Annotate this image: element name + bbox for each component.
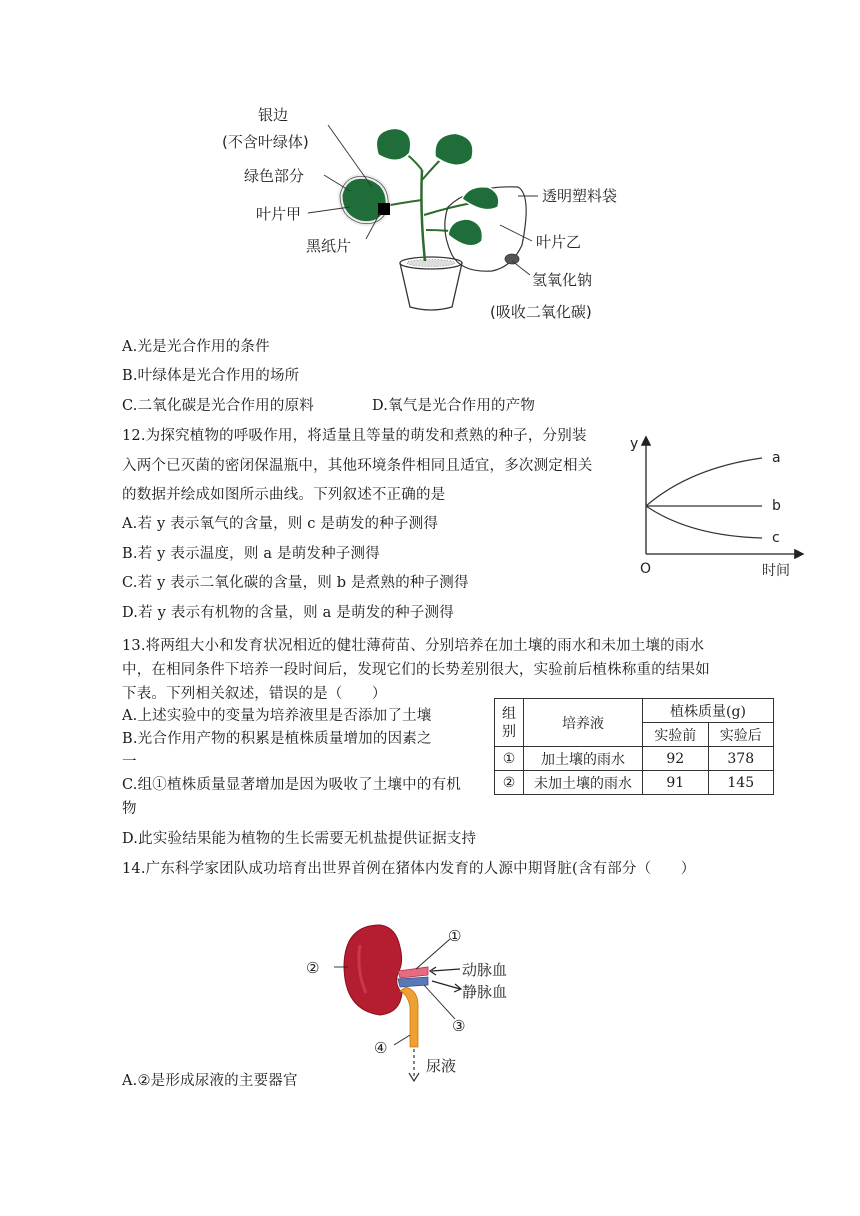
curve-a [646, 458, 762, 506]
label-1: ① [448, 927, 462, 945]
q13-option-b-line-1: B.光合作用产物的积累是植株质量增加的因素之 [122, 731, 432, 747]
series-label-c: c [772, 530, 780, 546]
label-silver-edge: 银边 [258, 106, 289, 124]
q12-option-d: D.若 y 表示有机物的含量，则 a 是萌发的种子测得 [122, 605, 454, 621]
table-row: ① 加土壤的雨水 92 378 [495, 747, 774, 771]
q13-stem-line-2: 中，在相同条件下培养一段时间后，发现它们的长势差别很大，实验前后植株称重的结果如 [122, 662, 710, 678]
q13-option-c-line-1: C.组①植株质量显著增加是因为吸收了土壤中的有机 [122, 777, 461, 793]
q13-option-a: A.上述实验中的变量为培养液里是否添加了土壤 [122, 708, 432, 724]
q13-stem-line-1: 13.将两组大小和发育状况相近的健壮薄荷苗、分别培养在加土壤的雨水和未加土壤的雨水 [122, 638, 705, 654]
q13-stem-line-3: 下表。下列相关叙述，错误的是（ ） [122, 686, 387, 702]
series-label-a: a [772, 450, 781, 466]
q13-results-table [494, 698, 774, 795]
table-header-before: 实验前 [643, 723, 709, 747]
label-4: ④ [374, 1039, 388, 1057]
q12-chart [620, 428, 810, 580]
naoh-dish [505, 254, 519, 264]
q14-option-a: A.②是形成尿液的主要器官 [122, 1073, 298, 1089]
label-2: ② [306, 959, 320, 977]
q12-stem-line-3: 的数据并绘成如图所示曲线。下列叙述不正确的是 [122, 487, 446, 503]
label-black-paper: 黑纸片 [306, 237, 352, 255]
kidney-figure [300, 915, 530, 1085]
label-green-part: 绿色部分 [244, 167, 305, 185]
origin-label: O [640, 561, 652, 577]
table-row: ② 未加土壤的雨水 91 145 [495, 771, 774, 795]
q12-option-b: B.若 y 表示温度，则 a 是萌发种子测得 [122, 546, 380, 562]
label-3: ③ [452, 1017, 466, 1035]
table-header-medium: 培养液 [524, 699, 643, 747]
label-artery: 动脉血 [462, 961, 508, 979]
q12-stem-line-2: 入两个已灭菌的密闭保温瓶中，其他环境条件相同且适宜，多次测定相关 [122, 458, 593, 474]
plant-experiment-figure [200, 95, 660, 330]
q11-option-a: A.光是光合作用的条件 [122, 339, 270, 355]
q11-option-d: D.氧气是光合作用的产物 [372, 398, 536, 414]
kidney [344, 925, 402, 1015]
label-no-chlorophyll: (不含叶绿体) [222, 133, 309, 151]
q12-option-a: A.若 y 表示氧气的含量，则 c 是萌发的种子测得 [122, 516, 439, 532]
q11-option-c: C.二氧化碳是光合作用的原料 [122, 398, 314, 414]
q12-option-c: C.若 y 表示二氧化碳的含量，则 b 是煮熟的种子测得 [122, 575, 469, 591]
table-header-mass: 植株质量(g) [643, 699, 774, 723]
q14-stem: 14.广东科学家团队成功培育出世界首例在猪体内发育的人源中期肾脏(含有部分（ ） [122, 861, 696, 877]
curve-c [646, 506, 762, 538]
ureter [400, 987, 418, 1047]
y-axis-label: y [630, 436, 639, 452]
q11-option-b: B.叶绿体是光合作用的场所 [122, 368, 300, 384]
label-leaf-a: 叶片甲 [256, 205, 302, 223]
label-leaf-b: 叶片乙 [536, 233, 582, 251]
label-plastic-bag: 透明塑料袋 [542, 187, 618, 205]
table-header-group: 组 别 [495, 699, 524, 747]
series-label-b: b [772, 498, 781, 514]
q13-option-b-line-2: 一 [122, 754, 137, 770]
q12-stem-line-1: 12.为探究植物的呼吸作用，将适量且等量的萌发和煮熟的种子，分别装 [122, 428, 587, 444]
label-vein: 静脉血 [462, 983, 508, 1001]
q13-option-d: D.此实验结果能为植物的生长需要无机盐提供证据支持 [122, 831, 477, 847]
label-urine: 尿液 [426, 1057, 457, 1075]
label-absorb-co2: (吸收二氧化碳) [490, 303, 592, 321]
table-header-after: 实验后 [708, 723, 774, 747]
x-axis-label: 时间 [762, 563, 790, 579]
label-naoh: 氢氧化钠 [532, 271, 593, 289]
q13-option-c-line-2: 物 [122, 801, 137, 817]
